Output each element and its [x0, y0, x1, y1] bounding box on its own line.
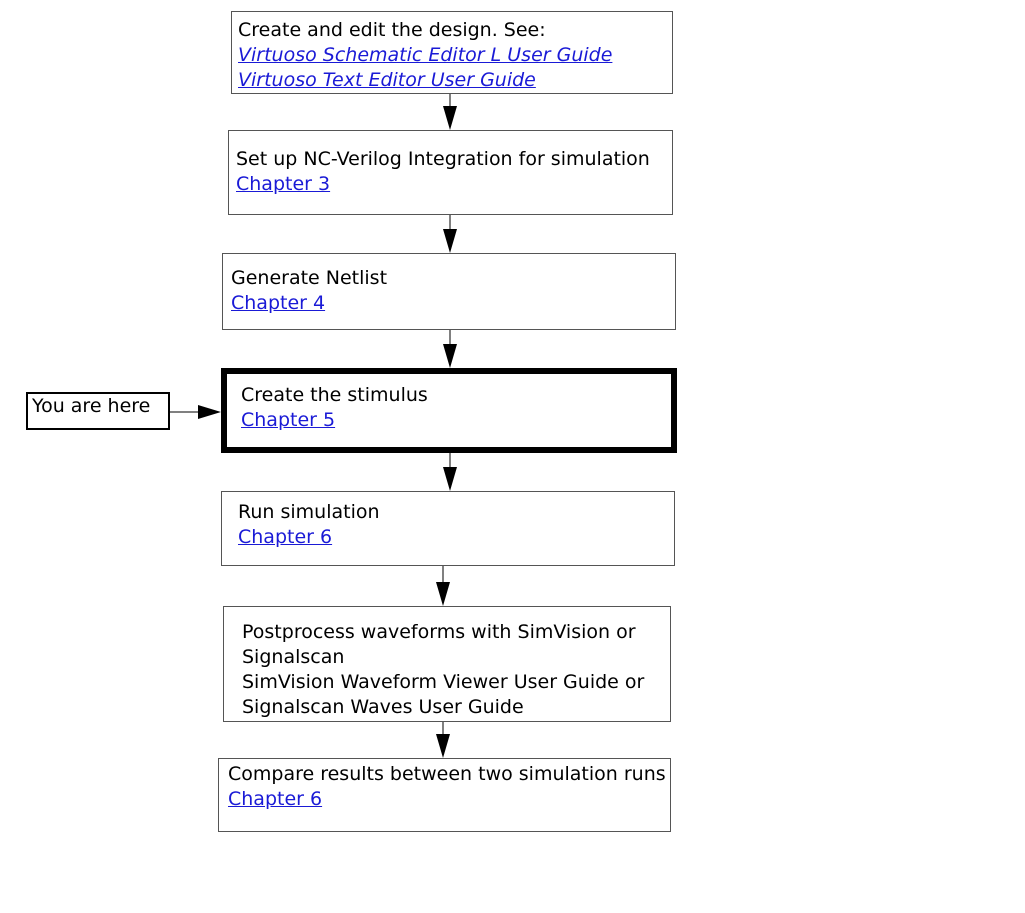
- step-setup-nc-verilog-text: Set up NC-Verilog Integration for simulation: [236, 148, 650, 170]
- step-create-design: [231, 11, 673, 94]
- step-setup-nc-verilog: [228, 130, 673, 215]
- arrow-step4-to-step5: [443, 453, 457, 491]
- chapter-6-compare-link[interactable]: Chapter 6: [228, 788, 323, 810]
- you-are-here-label: [26, 392, 170, 430]
- step-generate-netlist-text: Generate Netlist: [231, 267, 388, 289]
- text-editor-guide-link[interactable]: Virtuoso Text Editor User Guide: [238, 69, 536, 91]
- step-create-design-text: Create and edit the design. See:: [238, 19, 546, 41]
- chapter-4-link[interactable]: Chapter 4: [231, 292, 326, 314]
- step-run-simulation-text: Run simulation: [238, 501, 380, 523]
- arrow-step2-to-step3: [443, 215, 457, 253]
- step-create-stimulus: [221, 368, 677, 453]
- step-postprocess-line-3: SimVision Waveform Viewer User Guide or: [242, 671, 645, 693]
- step-compare-results-text: Compare results between two simulation runs: [228, 763, 666, 785]
- arrow-step6-to-step7: [436, 722, 450, 758]
- schematic-editor-guide-link[interactable]: Virtuoso Schematic Editor L User Guide: [238, 44, 613, 66]
- step-postprocess-line-2: Signalscan: [242, 646, 345, 668]
- step-postprocess-line-4: Signalscan Waves User Guide: [242, 696, 524, 718]
- chapter-6-link[interactable]: Chapter 6: [238, 526, 333, 548]
- step-postprocess-waveforms: [223, 606, 671, 722]
- step-postprocess-line-1: Postprocess waveforms with SimVision or: [242, 621, 636, 643]
- step-run-simulation: [221, 491, 675, 566]
- chapter-3-link[interactable]: Chapter 3: [236, 173, 331, 195]
- arrow-you-are-here: [169, 405, 221, 419]
- chapter-5-link[interactable]: Chapter 5: [241, 409, 336, 431]
- step-generate-netlist: [222, 253, 676, 330]
- you-are-here-text: You are here: [32, 395, 151, 417]
- step-compare-results: [218, 758, 671, 832]
- arrow-step3-to-step4: [443, 330, 457, 368]
- arrow-step5-to-step6: [436, 566, 450, 606]
- step-create-stimulus-text: Create the stimulus: [241, 384, 428, 406]
- arrow-step1-to-step2: [443, 94, 457, 130]
